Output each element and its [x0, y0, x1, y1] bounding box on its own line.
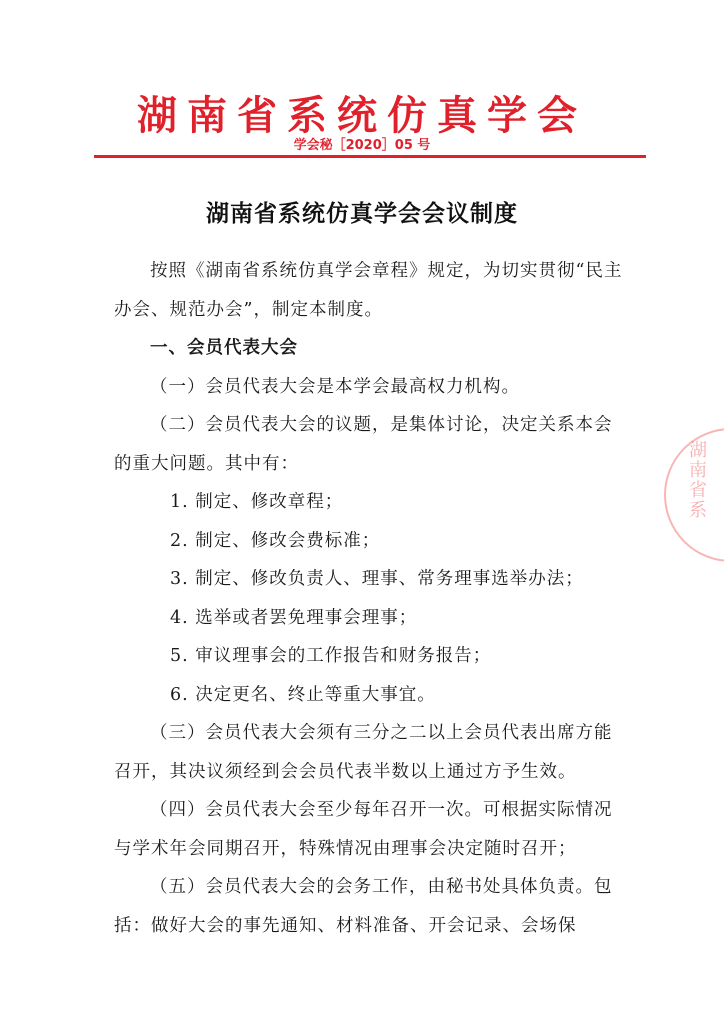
list-item: 1. 制定、修改章程；	[170, 492, 344, 512]
document-body	[114, 252, 624, 945]
red-divider-line	[94, 155, 646, 158]
clause-1: （一）会员代表大会是本学会最高权力机构。	[150, 376, 520, 397]
list-item: 6. 决定更名、终止等重大事宜。	[170, 684, 436, 705]
list-item: 2. 制定、修改会费标准；	[170, 530, 381, 551]
paragraph-intro: 按照《湖南省系统仿真学会章程》规定，为切实贯彻“民主办会、规范办会”，制定本制度。	[114, 261, 623, 320]
seal-text: 湖南省系	[686, 440, 707, 520]
document-number: 学会秘［2020］05 号	[293, 138, 431, 153]
clause-3: （三）会员代表大会须有三分之二以上会员代表出席方能召开，其决议须经到会会员代表半数以上通过方予生效。	[114, 723, 613, 782]
document-title: 湖南省系统仿真学会会议制度	[206, 201, 518, 227]
list-item: 3. 制定、修改负责人、理事、常务理事选举办法；	[170, 569, 584, 589]
organization-header: 湖南省系统仿真学会	[137, 92, 587, 139]
clause-4: （四）会员代表大会至少每年召开一次。可根据实际情况与学术年会同期召开，特殊情况由理事会决定随时召开；	[114, 800, 613, 859]
clause-2: （二）会员代表大会的议题，是集体讨论，决定关系本会的重大问题。其中有：	[114, 415, 613, 474]
clause-5: （五）会员代表大会的会务工作，由秘书处具体负责。包括：做好大会的事先通知、材料准备、开会记录、会场保	[114, 877, 613, 936]
list-item: 5. 审议理事会的工作报告和财务报告；	[170, 646, 492, 666]
section-heading: 一、会员代表大会	[150, 338, 298, 358]
list-item: 4. 选举或者罢免理事会理事；	[170, 607, 418, 628]
